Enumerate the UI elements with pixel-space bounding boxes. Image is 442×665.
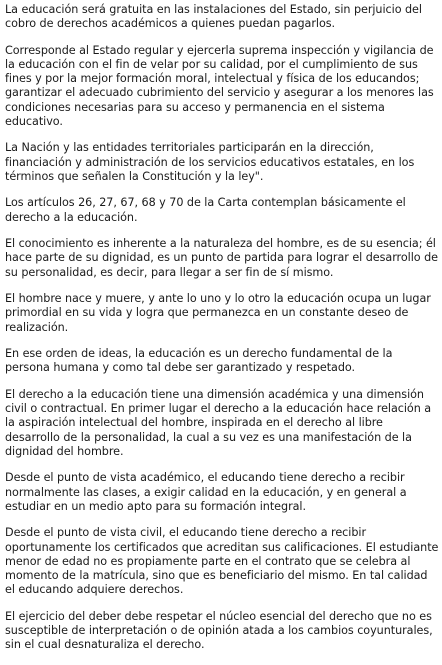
paragraph-9: Desde el punto de vista académico, el educando tiene derecho a recibir normalmente las clases, a exigir calidad en la educación, y en general a estudiar en un medio apto para su formación integral. xyxy=(5,471,407,513)
paragraph-3: La Nación y las entidades territoriales participarán en la dirección, financiación y administración de los servicios educativos estatales, en los términos que señalen la Constitución y la ley". xyxy=(5,141,415,183)
paragraph-5: El conocimiento es inherente a la naturaleza del hombre, es de su esencia; él hace parte de su dignidad, es un punto de partida para lograr el desarrollo de su personalidad, es decir, para llegar a ser fin de sí mismo. xyxy=(5,237,438,279)
paragraph-7: En ese orden de ideas, la educación es un derecho fundamental de la persona humana y como tal debe ser garantizado y respetado. xyxy=(5,347,393,375)
paragraph-11: El ejercicio del deber debe respetar el núcleo esencial del derecho que no es susceptible de interpretación o de opinión atada a los cambios coyunturales, sin el cual desnaturaliza el derecho. xyxy=(5,609,433,652)
paragraph-1: La educación será gratuita en las instalaciones del Estado, sin perjuicio del cobro de derechos académicos a quienes puedan pagarlos. xyxy=(5,3,422,31)
paragraph-6: El hombre nace y muere, y ante lo uno y lo otro la educación ocupa un lugar primordial en su vida y logra que permanezca en un constante deseo de realización. xyxy=(5,292,431,334)
paragraph-4: Los artículos 26, 27, 67, 68 y 70 de la Carta contemplan básicamente el derecho a la educación. xyxy=(5,196,406,224)
document-page xyxy=(5,3,439,665)
paragraph-2: Corresponde al Estado regular y ejercerla suprema inspección y vigilancia de la educación con el fin de velar por su calidad, por el cumplimiento de sus fines y por la mejor formación moral, intelectual y física de los educandos; garantizar el adecuado cubrimiento del servicio y asegurar a los menores las condiciones necesarias para su acceso y permanencia en el sistema educativo. xyxy=(5,43,434,128)
paragraph-10: Desde el punto de vista civil, el educando tiene derecho a recibir oportunamente los certificados que acreditan sus calificaciones. El estudiante menor de edad no es propiamente parte en el contrato que se celebra al momento de la matrícula, sino que es beneficiario del mismo. En tal calidad el educando adquiere derechos. xyxy=(5,526,439,597)
paragraph-8: El derecho a la educación tiene una dimensión académica y una dimensión civil o contractual. En primer lugar el derecho a la educación hace relación a la aspiración intelectual del hombre, inspirada en el derecho al libre desarrollo de la personalidad, la cual a su vez es una manifestación de la dignidad del hombre. xyxy=(5,388,432,458)
